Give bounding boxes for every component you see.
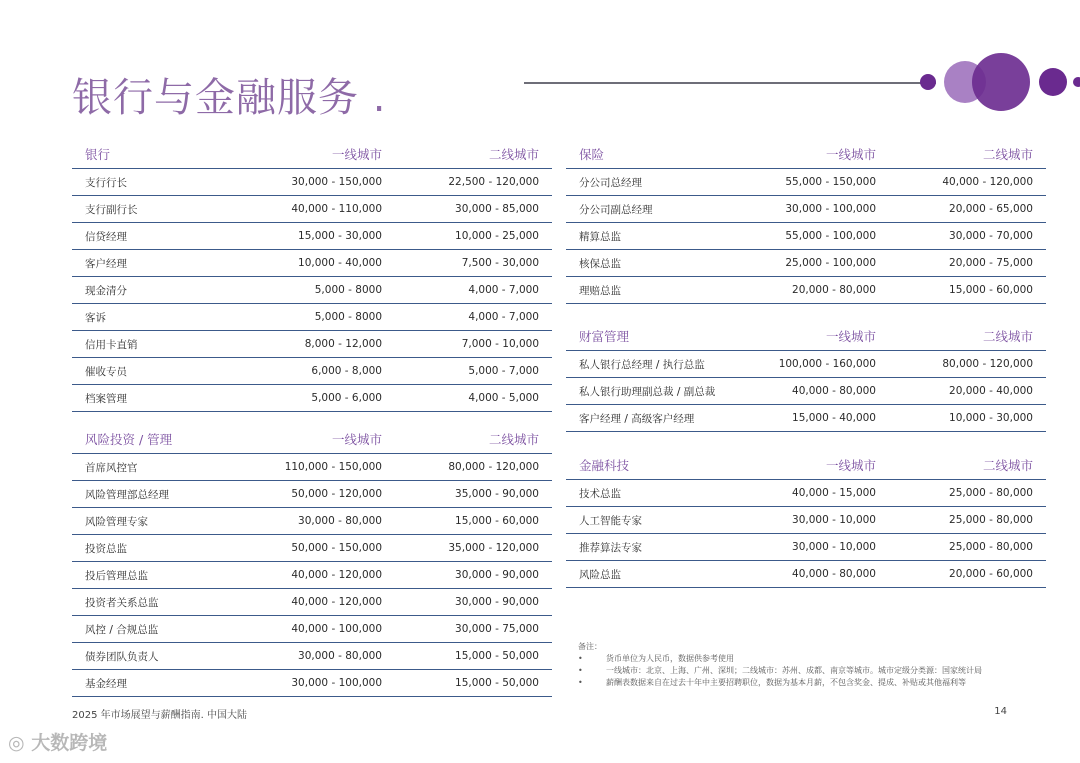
table-section-title: 财富管理 xyxy=(566,322,739,351)
table-header-row xyxy=(566,451,1046,480)
job-title: 投后管理总监 xyxy=(72,562,245,589)
salary-tier1: 50,000 - 150,000 xyxy=(245,535,395,562)
note-item: • 一线城市：北京、上海、广州、深圳；二线城市：苏州、成都、南京等城市。城市定级分类源：国家统计局 xyxy=(578,665,982,677)
column-header-tier1: 一线城市 xyxy=(245,425,395,454)
table-row xyxy=(72,196,552,223)
salary-tier1: 8,000 - 12,000 xyxy=(245,331,395,358)
salary-tier1: 50,000 - 120,000 xyxy=(245,481,395,508)
job-title: 债券团队负责人 xyxy=(72,643,245,670)
table-section-title: 风险投资 / 管理 xyxy=(72,425,245,454)
table-row xyxy=(72,304,552,331)
salary-tier2: 30,000 - 90,000 xyxy=(395,562,552,589)
fintech-salary-table xyxy=(566,451,1046,588)
salary-tier1: 40,000 - 110,000 xyxy=(245,196,395,223)
table-section-title: 银行 xyxy=(72,140,245,169)
salary-tier1: 110,000 - 150,000 xyxy=(245,454,395,481)
wealth-salary-table xyxy=(566,322,1046,432)
circle-large xyxy=(972,53,1030,111)
job-title: 分公司总经理 xyxy=(566,169,739,196)
job-title: 首席风控官 xyxy=(72,454,245,481)
table-row xyxy=(72,223,552,250)
job-title: 投资总监 xyxy=(72,535,245,562)
salary-tier1: 40,000 - 80,000 xyxy=(739,561,889,588)
salary-tier1: 6,000 - 8,000 xyxy=(245,358,395,385)
table-row xyxy=(566,196,1046,223)
table-row xyxy=(72,643,552,670)
salary-tier1: 30,000 - 100,000 xyxy=(739,196,889,223)
job-title: 现金清分 xyxy=(72,277,245,304)
table-row xyxy=(566,223,1046,250)
salary-tier1: 15,000 - 30,000 xyxy=(245,223,395,250)
column-header-tier1: 一线城市 xyxy=(739,451,889,480)
title-divider xyxy=(524,82,936,84)
job-title: 技术总监 xyxy=(566,480,739,507)
salary-tier1: 30,000 - 150,000 xyxy=(245,169,395,196)
salary-tier1: 25,000 - 100,000 xyxy=(739,250,889,277)
salary-tier2: 30,000 - 70,000 xyxy=(889,223,1046,250)
notes-list xyxy=(578,653,982,689)
salary-tier2: 10,000 - 25,000 xyxy=(395,223,552,250)
table-header-row xyxy=(566,140,1046,169)
page-number: 14 xyxy=(994,706,1007,717)
job-title: 客诉 xyxy=(72,304,245,331)
salary-tier1: 55,000 - 150,000 xyxy=(739,169,889,196)
job-title: 档案管理 xyxy=(72,385,245,412)
salary-tier2: 40,000 - 120,000 xyxy=(889,169,1046,196)
job-title: 核保总监 xyxy=(566,250,739,277)
salary-tier2: 7,500 - 30,000 xyxy=(395,250,552,277)
salary-tier2: 25,000 - 80,000 xyxy=(889,480,1046,507)
column-header-tier2: 二线城市 xyxy=(889,322,1046,351)
salary-tier2: 20,000 - 75,000 xyxy=(889,250,1046,277)
risk-salary-table xyxy=(72,425,552,697)
salary-tier2: 35,000 - 90,000 xyxy=(395,481,552,508)
salary-tier1: 100,000 - 160,000 xyxy=(739,351,889,378)
table-header-row xyxy=(566,322,1046,351)
table-header-row xyxy=(72,140,552,169)
salary-tier1: 40,000 - 80,000 xyxy=(739,378,889,405)
table-row xyxy=(72,535,552,562)
salary-tier2: 4,000 - 7,000 xyxy=(395,304,552,331)
salary-tier2: 20,000 - 60,000 xyxy=(889,561,1046,588)
job-title: 理赔总监 xyxy=(566,277,739,304)
table-row xyxy=(72,250,552,277)
table-row xyxy=(566,378,1046,405)
watermark-text: 大数跨境 xyxy=(31,732,108,754)
salary-tier2: 20,000 - 65,000 xyxy=(889,196,1046,223)
salary-tier1: 40,000 - 100,000 xyxy=(245,616,395,643)
column-header-tier2: 二线城市 xyxy=(395,140,552,169)
table-row xyxy=(566,351,1046,378)
job-title: 基金经理 xyxy=(72,670,245,697)
job-title: 风控 / 合规总监 xyxy=(72,616,245,643)
table-row xyxy=(566,507,1046,534)
salary-tier1: 55,000 - 100,000 xyxy=(739,223,889,250)
decorative-circles xyxy=(910,48,1080,118)
job-title: 精算总监 xyxy=(566,223,739,250)
job-title: 风险管理部总经理 xyxy=(72,481,245,508)
salary-tier1: 40,000 - 120,000 xyxy=(245,562,395,589)
table-row xyxy=(72,589,552,616)
salary-tier2: 10,000 - 30,000 xyxy=(889,405,1046,432)
salary-tier2: 30,000 - 85,000 xyxy=(395,196,552,223)
notes xyxy=(578,641,982,689)
salary-tier1: 30,000 - 10,000 xyxy=(739,507,889,534)
table-row xyxy=(72,616,552,643)
column-header-tier1: 一线城市 xyxy=(245,140,395,169)
column-header-tier2: 二线城市 xyxy=(395,425,552,454)
job-title: 推荐算法专家 xyxy=(566,534,739,561)
table-row xyxy=(72,670,552,697)
watermark-logo-icon: ◎ xyxy=(8,732,25,754)
job-title: 催收专员 xyxy=(72,358,245,385)
salary-tier1: 10,000 - 40,000 xyxy=(245,250,395,277)
table-row xyxy=(72,169,552,196)
table-header-row xyxy=(72,425,552,454)
salary-tier2: 15,000 - 60,000 xyxy=(395,508,552,535)
bank-salary-table xyxy=(72,140,552,412)
table-row xyxy=(72,562,552,589)
salary-tier1: 40,000 - 15,000 xyxy=(739,480,889,507)
salary-tier2: 5,000 - 7,000 xyxy=(395,358,552,385)
table-row xyxy=(72,331,552,358)
table-row xyxy=(72,385,552,412)
note-item: • 薪酬表数据来自在过去十年中主要招聘职位，数据为基本月薪，不包含奖金、提成、补贴或其他福利等 xyxy=(578,677,982,689)
salary-tier1: 5,000 - 8000 xyxy=(245,277,395,304)
table-row xyxy=(566,169,1046,196)
salary-tier2: 25,000 - 80,000 xyxy=(889,534,1046,561)
salary-tier1: 5,000 - 8000 xyxy=(245,304,395,331)
job-title: 分公司副总经理 xyxy=(566,196,739,223)
insurance-salary-table xyxy=(566,140,1046,304)
note-item: • 货币单位为人民币，数据供参考使用 xyxy=(578,653,982,665)
circle-edge xyxy=(1073,77,1080,87)
job-title: 客户经理 / 高级客户经理 xyxy=(566,405,739,432)
table-row xyxy=(566,534,1046,561)
salary-tier2: 15,000 - 50,000 xyxy=(395,670,552,697)
job-title: 私人银行助理副总裁 / 副总裁 xyxy=(566,378,739,405)
watermark xyxy=(8,728,107,755)
circle-small-left xyxy=(920,74,936,90)
table-row xyxy=(566,250,1046,277)
salary-tier1: 40,000 - 120,000 xyxy=(245,589,395,616)
job-title: 私人银行总经理 / 执行总监 xyxy=(566,351,739,378)
salary-tier2: 35,000 - 120,000 xyxy=(395,535,552,562)
table-row xyxy=(566,405,1046,432)
salary-tier2: 4,000 - 7,000 xyxy=(395,277,552,304)
salary-tier2: 80,000 - 120,000 xyxy=(889,351,1046,378)
salary-tier2: 22,500 - 120,000 xyxy=(395,169,552,196)
salary-tier2: 25,000 - 80,000 xyxy=(889,507,1046,534)
salary-tier2: 15,000 - 50,000 xyxy=(395,643,552,670)
salary-tier2: 4,000 - 5,000 xyxy=(395,385,552,412)
footer-source: 2025 年市场展望与薪酬指南. 中国大陆 xyxy=(72,710,247,721)
table-row xyxy=(72,508,552,535)
column-header-tier1: 一线城市 xyxy=(739,322,889,351)
job-title: 支行副行长 xyxy=(72,196,245,223)
salary-tier1: 30,000 - 80,000 xyxy=(245,643,395,670)
table-row xyxy=(72,358,552,385)
job-title: 人工智能专家 xyxy=(566,507,739,534)
table-row xyxy=(72,481,552,508)
job-title: 信用卡直销 xyxy=(72,331,245,358)
job-title: 投资者关系总监 xyxy=(72,589,245,616)
salary-tier1: 30,000 - 80,000 xyxy=(245,508,395,535)
table-row xyxy=(72,454,552,481)
circle-right xyxy=(1039,68,1067,96)
table-row xyxy=(566,277,1046,304)
table-row xyxy=(72,277,552,304)
job-title: 风险总监 xyxy=(566,561,739,588)
salary-tier1: 30,000 - 10,000 xyxy=(739,534,889,561)
salary-tier2: 80,000 - 120,000 xyxy=(395,454,552,481)
column-header-tier2: 二线城市 xyxy=(889,140,1046,169)
job-title: 风险管理专家 xyxy=(72,508,245,535)
salary-tier2: 30,000 - 75,000 xyxy=(395,616,552,643)
job-title: 信贷经理 xyxy=(72,223,245,250)
salary-tier1: 5,000 - 6,000 xyxy=(245,385,395,412)
salary-tier2: 7,000 - 10,000 xyxy=(395,331,552,358)
table-section-title: 保险 xyxy=(566,140,739,169)
table-row xyxy=(566,561,1046,588)
table-section-title: 金融科技 xyxy=(566,451,739,480)
salary-tier2: 30,000 - 90,000 xyxy=(395,589,552,616)
column-header-tier2: 二线城市 xyxy=(889,451,1046,480)
salary-tier1: 15,000 - 40,000 xyxy=(739,405,889,432)
job-title: 支行行长 xyxy=(72,169,245,196)
salary-tier2: 20,000 - 40,000 xyxy=(889,378,1046,405)
job-title: 客户经理 xyxy=(72,250,245,277)
table-row xyxy=(566,480,1046,507)
salary-tier1: 30,000 - 100,000 xyxy=(245,670,395,697)
salary-tier1: 20,000 - 80,000 xyxy=(739,277,889,304)
page-title: 银行与金融服务 . xyxy=(72,75,387,121)
salary-tier2: 15,000 - 60,000 xyxy=(889,277,1046,304)
column-header-tier1: 一线城市 xyxy=(739,140,889,169)
notes-label: 备注： xyxy=(578,642,602,651)
